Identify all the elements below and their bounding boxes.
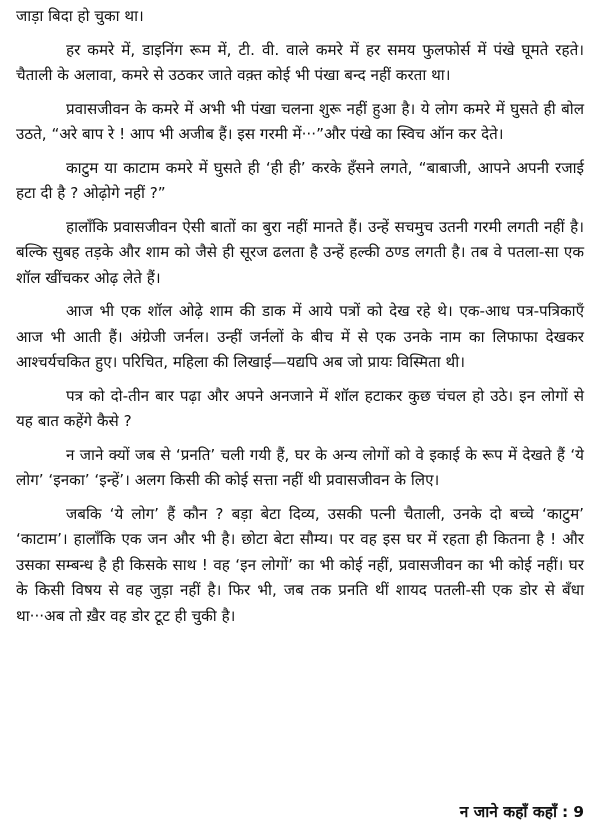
paragraph-5: हालाँकि प्रवासजीवन ऐसी बातों का बुरा नहीं मानते हैं। उन्हें सचमुच उतनी गरमी लगती नहीं है। बल्कि सुबह तड़के और शाम को जैसे ही सूरज ढलता है उन्हें हल्की ठण्ड लगती है। तब वे पतला-सा एक शॉल खींचकर ओढ़ लेते हैं।	[16, 217, 584, 287]
page-number: 9	[573, 803, 584, 821]
footer-separator: :	[562, 803, 569, 821]
paragraph-3: प्रवासजीवन के कमरे में अभी भी पंखा चलना शुरू नहीं हुआ है। ये लोग कमरे में घुसते ही बोल उठते, “अरे बाप रे ! आप भी अजीब हैं। इस गरमी में···”और पंखे का स्विच ऑन कर देते।	[16, 99, 584, 143]
paragraph-9: जबकि ‘ये लोग’ हैं कौन ? बड़ा बेटा दिव्य, उसकी पत्नी चैताली, उनके दो बच्चे ‘काटुम’ ‘काटाम’। हालाँकि एक जन और भी है। छोटा बेटा सौम्य। पर वह इस घर में रहता ही कितना है ! और उसका सम्बन्ध है ही किसके साथ ! वह ‘इन लोगों’ का भी कोई नहीं, प्रवासजीवन का भी कोई नहीं। घर के किसी विषय से वह जुड़ा नहीं है। फिर भी, जब तक प्रनति थीं शायद पतली-सी एक डोर से बँधा था···अब तो ख़ैर वह डोर टूट ही चुकी है।	[16, 504, 584, 625]
paragraph-4: काटुम या काटाम कमरे में घुसते ही ‘ही ही’ करके हँसने लगते, “बाबाजी, आपने अपनी रजाई हटा दी है ? ओढ़ोगे नहीं ?”	[16, 158, 584, 202]
paragraph-6: आज भी एक शॉल ओढ़े शाम की डाक में आये पत्रों को देख रहे थे। एक-आध पत्र-पत्रिकाएँ आज भी आती हैं। अंग्रेजी जर्नल। उन्हीं जर्नलों के बीच में से एक उनके नाम का लिफाफा देखकर आश्चर्यचकित हुए। परिचित, महिला की लिखाई—यद्यपि अब जो प्रायः विस्मिता थी।	[16, 302, 584, 371]
paragraph-8: न जाने क्यों जब से ‘प्रनति’ चली गयी हैं, घर के अन्य लोगों को वे इकाई के रूप में देखते हैं ‘ये लोग’ ‘इनका’ ‘इन्हें’। अलग किसी की कोई सत्ता नहीं थी प्रवासजीवन के लिए।	[16, 445, 584, 489]
paragraph-2: हर कमरे में, डाइनिंग रूम में, टी. वी. वाले कमरे में हर समय फुलफोर्स में पंखे घूमते रहते। चैताली के अलावा, कमरे से उठकर जाते वक़्त कोई भी पंखा बन्द नहीं करता था।	[16, 40, 584, 84]
body-text	[16, 4, 584, 637]
paragraph-7: पत्र को दो-तीन बार पढ़ा और अपने अनजाने में शॉल हटाकर कुछ चंचल हो उठे। इन लोगों से यह बात कहेंगे कैसे ?	[16, 386, 584, 430]
running-title: न जाने कहाँ कहाँ	[459, 803, 557, 821]
paragraph-1: जाड़ा बिदा हो चुका था।	[16, 7, 144, 25]
page-footer	[460, 800, 584, 822]
